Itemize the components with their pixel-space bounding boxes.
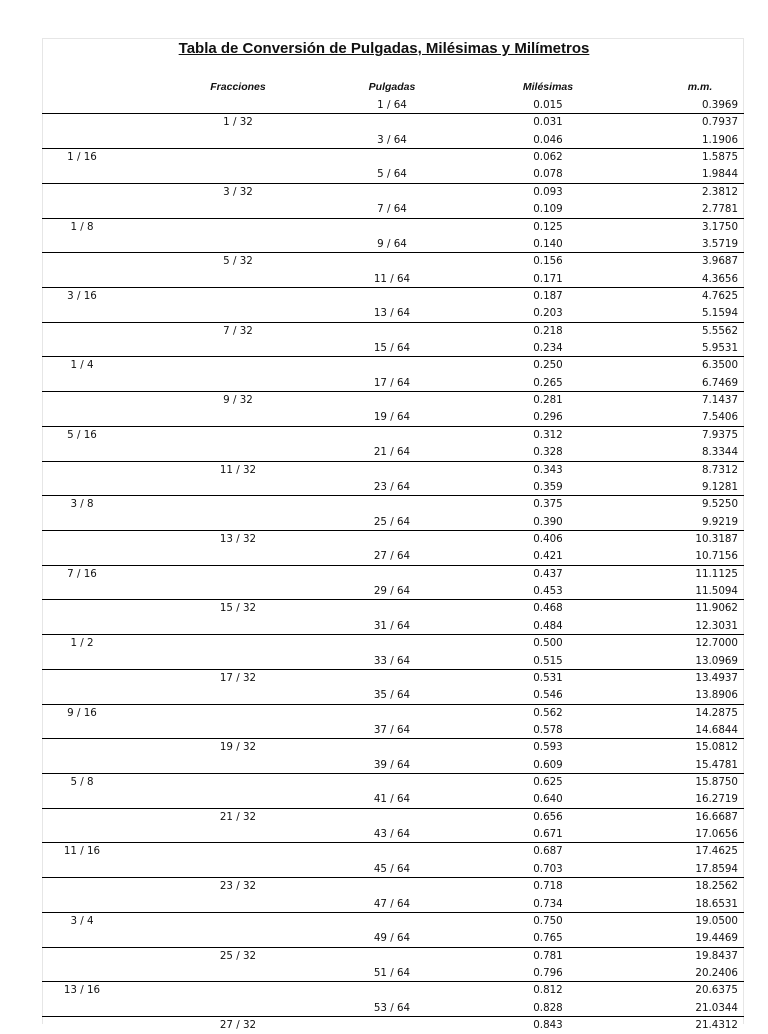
fraction-16-cell: 13 / 16 [63, 984, 101, 997]
milesimas-cell: 0.203 [533, 307, 563, 320]
mm-cell: 5.9531 [701, 342, 738, 355]
mm-cell: 8.3344 [701, 446, 738, 459]
mm-cell: 15.8750 [695, 776, 738, 789]
table-row [42, 323, 744, 340]
milesimas-cell: 0.390 [533, 515, 563, 528]
mm-cell: 17.0656 [695, 828, 738, 841]
fraction-64-cell: 35 / 64 [373, 689, 411, 702]
milesimas-cell: 0.281 [533, 394, 563, 407]
milesimas-cell: 0.156 [533, 255, 563, 268]
fraction-32-cell: 25 / 32 [219, 949, 257, 962]
milesimas-cell: 0.218 [533, 324, 563, 337]
milesimas-cell: 0.375 [533, 498, 563, 511]
milesimas-cell: 0.625 [533, 776, 563, 789]
table-row [42, 514, 744, 531]
fraction-64-cell: 53 / 64 [373, 1001, 411, 1014]
milesimas-cell: 0.562 [533, 706, 563, 719]
milesimas-cell: 0.265 [533, 376, 563, 389]
mm-cell: 12.7000 [695, 637, 738, 650]
mm-cell: 6.7469 [701, 376, 738, 389]
mm-cell: 12.3031 [695, 619, 738, 632]
table-row [42, 739, 744, 756]
milesimas-cell: 0.437 [533, 567, 563, 580]
fraction-64-cell: 39 / 64 [373, 758, 411, 771]
mm-cell: 7.9375 [701, 428, 738, 441]
header-pulgadas: Pulgadas [368, 81, 416, 93]
table-row [42, 791, 744, 808]
table-row [42, 583, 744, 600]
mm-cell: 11.9062 [695, 602, 738, 615]
fraction-16-cell: 9 / 16 [67, 706, 97, 719]
fraction-32-cell: 5 / 32 [223, 255, 253, 268]
table-row [42, 479, 744, 496]
milesimas-cell: 0.328 [533, 446, 563, 459]
fraction-64-cell: 51 / 64 [373, 966, 411, 979]
fraction-64-cell: 15 / 64 [373, 342, 411, 355]
mm-cell: 15.0812 [695, 741, 738, 754]
table-row [42, 548, 744, 565]
fraction-64-cell: 41 / 64 [373, 793, 411, 806]
milesimas-cell: 0.140 [533, 237, 563, 250]
table-row [42, 948, 744, 965]
table-row [42, 531, 744, 548]
fraction-64-cell: 27 / 64 [373, 550, 411, 563]
milesimas-cell: 0.546 [533, 689, 563, 702]
fraction-16-cell: 3 / 8 [70, 498, 94, 511]
table-row [42, 878, 744, 895]
fraction-16-cell: 5 / 8 [70, 776, 94, 789]
fraction-64-cell: 23 / 64 [373, 480, 411, 493]
milesimas-cell: 0.187 [533, 289, 563, 302]
mm-cell: 21.4312 [695, 1019, 738, 1032]
mm-cell: 18.2562 [695, 880, 738, 893]
mm-cell: 3.5719 [701, 237, 738, 250]
table-row [42, 271, 744, 288]
fraction-64-cell: 33 / 64 [373, 654, 411, 667]
fraction-64-cell: 47 / 64 [373, 897, 411, 910]
fraction-32-cell: 13 / 32 [219, 532, 257, 545]
mm-cell: 4.3656 [701, 272, 738, 285]
mm-cell: 1.9844 [701, 168, 738, 181]
table-row [42, 305, 744, 322]
mm-cell: 5.1594 [701, 307, 738, 320]
table-row [42, 288, 744, 305]
milesimas-cell: 0.453 [533, 585, 563, 598]
table-row [42, 705, 744, 722]
mm-cell: 5.5562 [701, 324, 738, 337]
mm-cell: 17.4625 [695, 845, 738, 858]
milesimas-cell: 0.500 [533, 637, 563, 650]
mm-cell: 1.1906 [701, 133, 738, 146]
fraction-64-cell: 1 / 64 [377, 99, 407, 111]
milesimas-cell: 0.484 [533, 619, 563, 632]
header-milesimas: Milésimas [522, 81, 574, 93]
fraction-32-cell: 27 / 32 [219, 1019, 257, 1032]
milesimas-cell: 0.015 [533, 99, 563, 111]
mm-cell: 19.0500 [695, 914, 738, 927]
fraction-32-cell: 19 / 32 [219, 741, 257, 754]
milesimas-cell: 0.640 [533, 793, 563, 806]
fraction-16-cell: 1 / 4 [70, 359, 94, 372]
table-row [42, 826, 744, 843]
mm-cell: 10.3187 [695, 532, 738, 545]
mm-cell: 13.0969 [695, 654, 738, 667]
mm-cell: 20.2406 [695, 966, 738, 979]
fraction-64-cell: 17 / 64 [373, 376, 411, 389]
table-row [42, 982, 744, 999]
table-row [42, 653, 744, 670]
milesimas-cell: 0.296 [533, 411, 563, 424]
mm-cell: 19.4469 [695, 932, 738, 945]
milesimas-cell: 0.171 [533, 272, 563, 285]
milesimas-cell: 0.046 [533, 133, 563, 146]
fraction-16-cell: 11 / 16 [63, 845, 101, 858]
table-row [42, 1017, 744, 1034]
milesimas-cell: 0.718 [533, 880, 563, 893]
mm-cell: 1.5875 [701, 151, 738, 164]
table-row [42, 357, 744, 374]
fraction-64-cell: 21 / 64 [373, 446, 411, 459]
mm-cell: 2.7781 [701, 203, 738, 216]
fraction-64-cell: 37 / 64 [373, 723, 411, 736]
table-row [42, 618, 744, 635]
fraction-32-cell: 1 / 32 [223, 116, 253, 129]
fraction-32-cell: 7 / 32 [223, 324, 253, 337]
fraction-64-cell: 31 / 64 [373, 619, 411, 632]
milesimas-cell: 0.359 [533, 480, 563, 493]
table-row [42, 809, 744, 826]
fraction-32-cell: 17 / 32 [219, 671, 257, 684]
mm-cell: 2.3812 [701, 185, 738, 198]
milesimas-cell: 0.781 [533, 949, 563, 962]
table-row [42, 861, 744, 878]
table-row [42, 462, 744, 479]
page-title: Tabla de Conversión de Pulgadas, Milésimas y Milímetros [178, 40, 590, 57]
milesimas-cell: 0.125 [533, 220, 563, 233]
mm-cell: 3.9687 [701, 255, 738, 268]
table-row [42, 930, 744, 947]
fraction-64-cell: 49 / 64 [373, 932, 411, 945]
table-row [42, 236, 744, 253]
table-row [42, 201, 744, 218]
table-row [42, 97, 744, 114]
milesimas-cell: 0.531 [533, 671, 563, 684]
fraction-16-cell: 7 / 16 [67, 567, 97, 580]
mm-cell: 9.5250 [701, 498, 738, 511]
mm-cell: 11.1125 [695, 567, 738, 580]
table-row [42, 843, 744, 860]
fraction-64-cell: 11 / 64 [373, 272, 411, 285]
mm-cell: 16.2719 [695, 793, 738, 806]
milesimas-cell: 0.609 [533, 758, 563, 771]
fraction-16-cell: 3 / 4 [70, 914, 94, 927]
table-row [42, 896, 744, 913]
table-row [42, 114, 744, 131]
fraction-64-cell: 13 / 64 [373, 307, 411, 320]
table-row [42, 149, 744, 166]
milesimas-cell: 0.750 [533, 914, 563, 927]
mm-cell: 14.6844 [695, 723, 738, 736]
mm-cell: 9.1281 [701, 480, 738, 493]
fraction-16-cell: 1 / 16 [67, 151, 97, 164]
milesimas-cell: 0.406 [533, 532, 563, 545]
fraction-32-cell: 21 / 32 [219, 810, 257, 823]
mm-cell: 14.2875 [695, 706, 738, 719]
table-row [42, 375, 744, 392]
mm-cell: 11.5094 [695, 585, 738, 598]
mm-cell: 3.1750 [701, 220, 738, 233]
table-row [42, 757, 744, 774]
mm-cell: 6.3500 [701, 359, 738, 372]
fraction-64-cell: 45 / 64 [373, 862, 411, 875]
mm-cell: 17.8594 [695, 862, 738, 875]
mm-cell: 16.6687 [695, 810, 738, 823]
milesimas-cell: 0.796 [533, 966, 563, 979]
milesimas-cell: 0.765 [533, 932, 563, 945]
milesimas-cell: 0.078 [533, 168, 563, 181]
fraction-64-cell: 29 / 64 [373, 585, 411, 598]
milesimas-cell: 0.734 [533, 897, 563, 910]
milesimas-cell: 0.828 [533, 1001, 563, 1014]
milesimas-cell: 0.062 [533, 151, 563, 164]
fraction-64-cell: 19 / 64 [373, 411, 411, 424]
fraction-64-cell: 25 / 64 [373, 515, 411, 528]
mm-cell: 8.7312 [701, 463, 738, 476]
fraction-32-cell: 9 / 32 [223, 394, 253, 407]
table-row [42, 600, 744, 617]
fraction-16-cell: 1 / 2 [70, 637, 94, 650]
milesimas-cell: 0.671 [533, 828, 563, 841]
table-row [42, 427, 744, 444]
mm-cell: 21.0344 [695, 1001, 738, 1014]
mm-cell: 13.4937 [695, 671, 738, 684]
header-fracciones: Fracciones [210, 81, 266, 93]
mm-cell: 19.8437 [695, 949, 738, 962]
table-row [42, 132, 744, 149]
table-row [42, 444, 744, 461]
fraction-64-cell: 43 / 64 [373, 828, 411, 841]
fraction-16-cell: 3 / 16 [67, 289, 97, 302]
table-row [42, 566, 744, 583]
milesimas-cell: 0.578 [533, 723, 563, 736]
fraction-32-cell: 15 / 32 [219, 602, 257, 615]
mm-cell: 7.1437 [701, 394, 738, 407]
table-row [42, 166, 744, 183]
fraction-32-cell: 23 / 32 [219, 880, 257, 893]
milesimas-cell: 0.468 [533, 602, 563, 615]
fraction-64-cell: 7 / 64 [377, 203, 407, 216]
mm-cell: 7.5406 [701, 411, 738, 424]
table-row [42, 184, 744, 201]
mm-cell: 9.9219 [701, 515, 738, 528]
table-row [42, 774, 744, 791]
mm-cell: 4.7625 [701, 289, 738, 302]
table-row [42, 670, 744, 687]
column-headers [0, 81, 768, 95]
fraction-16-cell: 1 / 8 [70, 220, 94, 233]
milesimas-cell: 0.234 [533, 342, 563, 355]
mm-cell: 15.4781 [695, 758, 738, 771]
fraction-16-cell: 5 / 16 [67, 428, 97, 441]
header-mm: m.m. [687, 81, 713, 93]
conversion-table [42, 97, 744, 1034]
table-row [42, 722, 744, 739]
table-row [42, 635, 744, 652]
table-row [42, 496, 744, 513]
mm-cell: 0.7937 [701, 116, 738, 129]
table-row [42, 1000, 744, 1017]
table-row [42, 409, 744, 426]
table-row [42, 392, 744, 409]
milesimas-cell: 0.656 [533, 810, 563, 823]
milesimas-cell: 0.093 [533, 185, 563, 198]
table-row [42, 219, 744, 236]
milesimas-cell: 0.515 [533, 654, 563, 667]
fraction-64-cell: 3 / 64 [377, 133, 407, 146]
table-row [42, 913, 744, 930]
milesimas-cell: 0.109 [533, 203, 563, 216]
milesimas-cell: 0.687 [533, 845, 563, 858]
milesimas-cell: 0.812 [533, 984, 563, 997]
fraction-32-cell: 11 / 32 [219, 463, 257, 476]
mm-cell: 18.6531 [695, 897, 738, 910]
mm-cell: 10.7156 [695, 550, 738, 563]
milesimas-cell: 0.703 [533, 862, 563, 875]
fraction-64-cell: 5 / 64 [377, 168, 407, 181]
milesimas-cell: 0.421 [533, 550, 563, 563]
mm-cell: 0.3969 [701, 99, 738, 111]
milesimas-cell: 0.031 [533, 116, 563, 129]
mm-cell: 20.6375 [695, 984, 738, 997]
fraction-32-cell: 3 / 32 [223, 185, 253, 198]
milesimas-cell: 0.593 [533, 741, 563, 754]
milesimas-cell: 0.343 [533, 463, 563, 476]
fraction-64-cell: 9 / 64 [377, 237, 407, 250]
mm-cell: 13.8906 [695, 689, 738, 702]
table-row [42, 687, 744, 704]
milesimas-cell: 0.250 [533, 359, 563, 372]
milesimas-cell: 0.312 [533, 428, 563, 441]
table-row [42, 253, 744, 270]
table-row [42, 340, 744, 357]
table-row [42, 965, 744, 982]
milesimas-cell: 0.843 [533, 1019, 563, 1032]
